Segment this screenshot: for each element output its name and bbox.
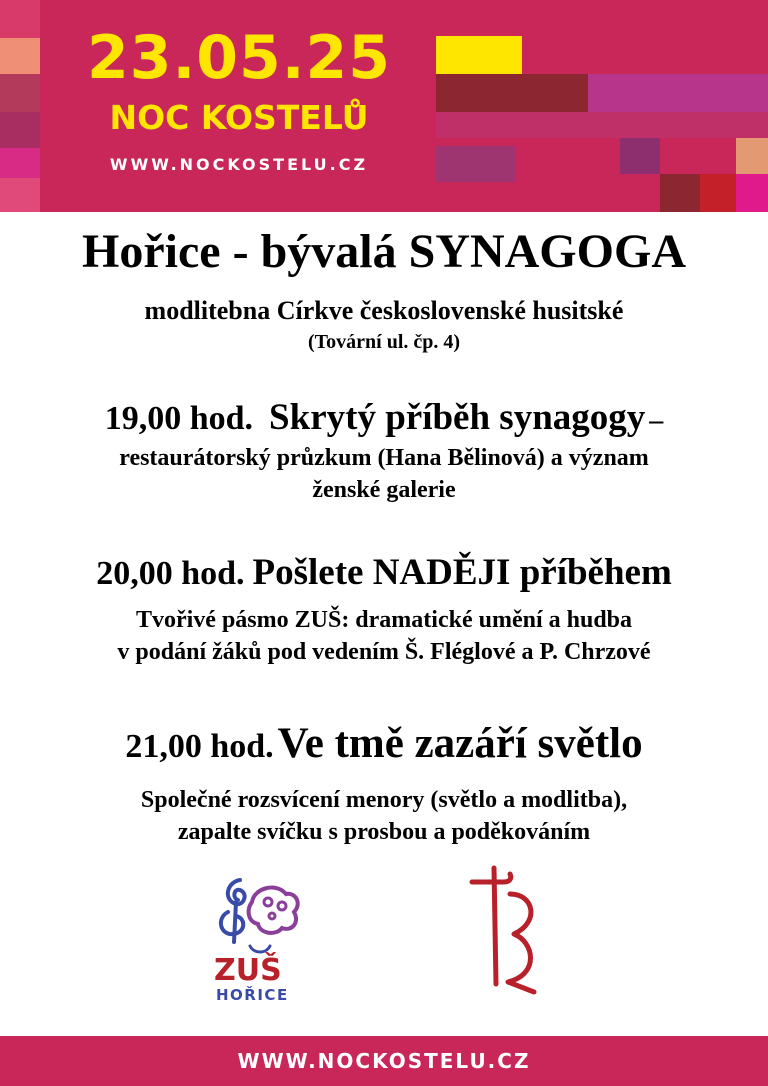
description-line: ženské galerie bbox=[312, 477, 456, 503]
program-item-2100 bbox=[0, 716, 768, 781]
decor-block bbox=[660, 174, 700, 212]
decor-block bbox=[436, 112, 768, 138]
zus-letters: ZUŠ bbox=[214, 953, 282, 988]
program-item-2000 bbox=[0, 548, 768, 605]
description-line: v podání žáků pod vedením Š. Fléglové a P. Chrzové bbox=[117, 639, 651, 665]
description-line: restaurátorský průzkum (Hana Bělinová) a význam bbox=[119, 445, 649, 471]
header-banner bbox=[0, 0, 768, 212]
decor-block bbox=[736, 174, 768, 212]
program-time: 19,00 hod. bbox=[104, 400, 254, 437]
zus-horice-logo bbox=[206, 872, 306, 1004]
program-description bbox=[0, 604, 768, 668]
event-title: NOC KOSTELŮ bbox=[109, 98, 369, 137]
decor-block bbox=[0, 0, 40, 38]
venue-title: Hořice - bývalá SYNAGOGA bbox=[82, 225, 686, 278]
program-item-1900 bbox=[0, 394, 768, 449]
description-line: Tvořivé pásmo ZUŠ: dramatické umění a hudba bbox=[135, 607, 633, 633]
decor-block bbox=[0, 148, 40, 178]
event-date: 23.05.25 bbox=[86, 23, 392, 93]
decor-block bbox=[620, 138, 660, 174]
banner-text bbox=[84, 23, 394, 176]
program-time: 21,00 hod. bbox=[125, 728, 274, 765]
decor-block bbox=[436, 146, 516, 182]
decor-block bbox=[0, 112, 40, 148]
zus-town: HOŘICE bbox=[216, 986, 289, 1004]
program-time: 20,00 hod. bbox=[96, 555, 245, 592]
decor-block bbox=[700, 174, 736, 212]
description-line: Společné rozsvícení menory (světlo a modlitba), bbox=[140, 787, 628, 813]
program-description bbox=[0, 442, 768, 506]
theatre-mask-icon bbox=[249, 888, 298, 933]
program-description bbox=[0, 784, 768, 848]
decor-block bbox=[736, 138, 768, 174]
event-website-link[interactable]: WWW.NOCKOSTELU.CZ bbox=[109, 155, 369, 174]
chalice-cross-icon bbox=[464, 864, 550, 1002]
decor-block bbox=[0, 74, 40, 112]
program-title: Skrytý příběh synagogy bbox=[269, 397, 646, 438]
footer-website-link[interactable]: WWW.NOCKOSTELU.CZ bbox=[237, 1049, 531, 1073]
decor-block bbox=[588, 74, 768, 112]
program-title: Ve tmě zazáří světlo bbox=[277, 720, 643, 767]
footer-bar bbox=[0, 1036, 768, 1086]
venue-address: (Tovární ul. čp. 4) bbox=[307, 331, 461, 353]
decor-block bbox=[0, 178, 40, 212]
venue-subtitle: modlitebna Církve československé husitské bbox=[144, 296, 624, 325]
program-title: Pošlete NADĚJI příběhem bbox=[252, 552, 672, 593]
decor-block bbox=[0, 38, 40, 74]
decor-block bbox=[436, 74, 588, 112]
program-dash: – bbox=[649, 405, 664, 436]
decor-block bbox=[436, 36, 522, 74]
description-line: zapalte svíčku s prosbou a poděkováním bbox=[177, 819, 591, 845]
